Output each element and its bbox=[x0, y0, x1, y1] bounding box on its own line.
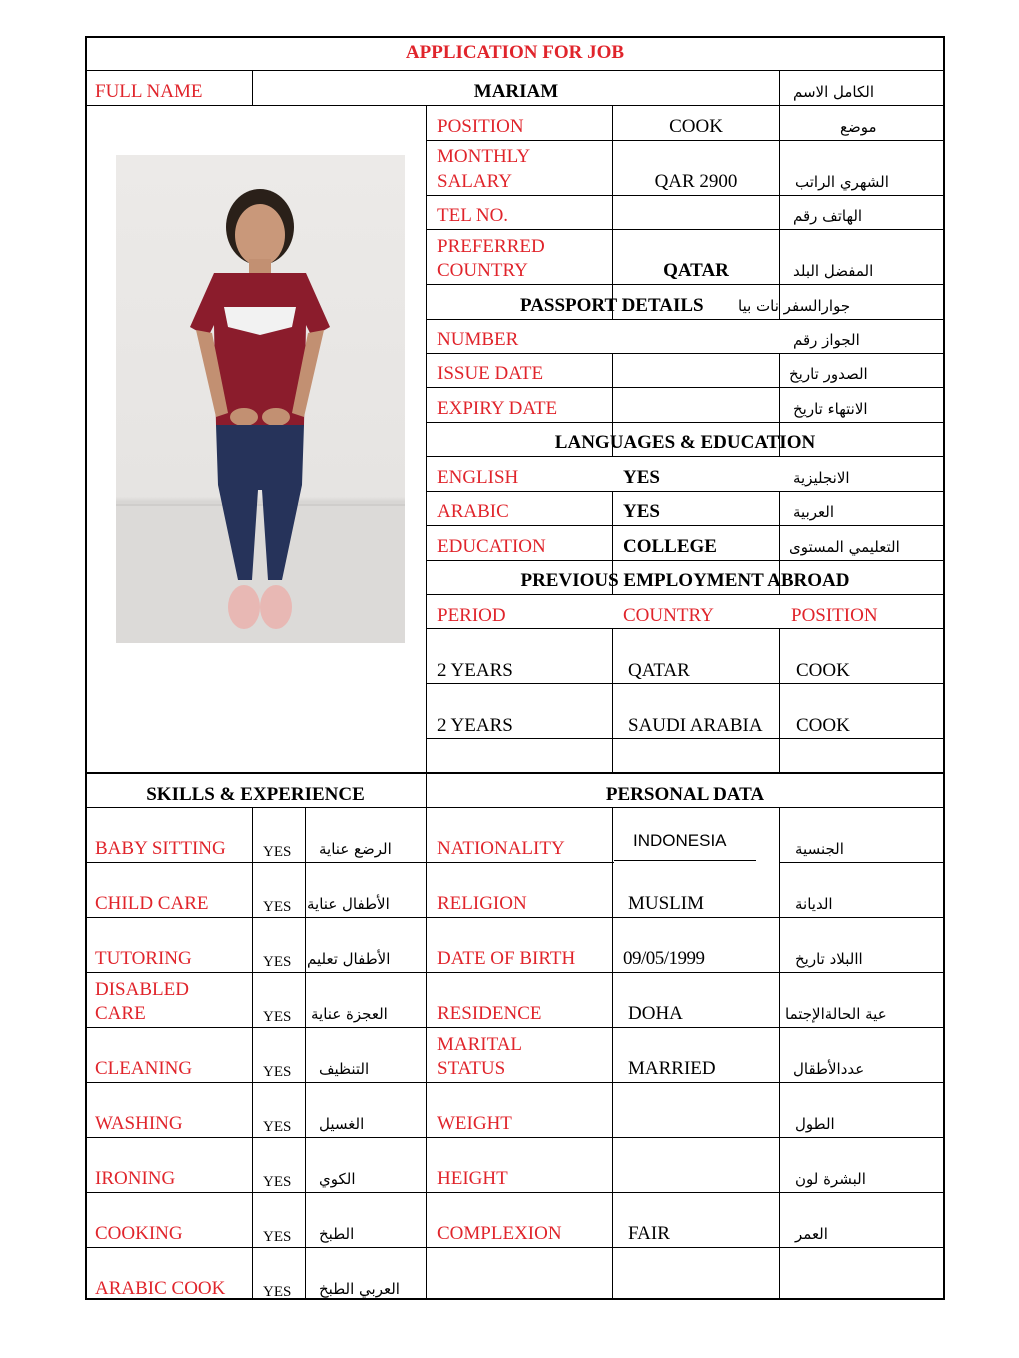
skill-tutoring-value: YES bbox=[263, 954, 292, 970]
skill-ironing-value: YES bbox=[263, 1174, 292, 1190]
languages-heading: LANGUAGES & EDUCATION bbox=[554, 432, 816, 453]
skill-ironing-arabic: الكوي bbox=[319, 1170, 356, 1188]
skill-disabled-care-label-line2: CARE bbox=[95, 1003, 146, 1024]
full-name-arabic: الكامل الاسم bbox=[793, 83, 875, 101]
arabic-value: YES bbox=[623, 501, 660, 522]
date-of-birth-value: 09/05/1999 bbox=[623, 948, 705, 969]
monthly-salary-arabic: الشهري الراتب bbox=[795, 173, 889, 191]
complexion-value: FAIR bbox=[628, 1223, 670, 1244]
skill-cooking-label: COOKING bbox=[95, 1223, 183, 1244]
skill-cooking-value: YES bbox=[263, 1229, 292, 1245]
personal-heading: PERSONAL DATA bbox=[605, 784, 765, 805]
job-application-form bbox=[85, 36, 945, 1300]
residence-label: RESIDENCE bbox=[437, 1003, 542, 1024]
skill-cooking-arabic: الطبخ bbox=[319, 1225, 355, 1243]
skill-washing-label: WASHING bbox=[95, 1113, 183, 1134]
employment-row-2-period: 2 YEARS bbox=[437, 715, 513, 736]
position-value: COOK bbox=[669, 116, 723, 137]
preferred-country-value: QATAR bbox=[663, 260, 729, 281]
skill-baby-sitting-value: YES bbox=[263, 844, 292, 860]
monthly-salary-label-line1: MONTHLY bbox=[437, 146, 531, 167]
skill-cleaning-arabic: التنظيف bbox=[319, 1060, 370, 1078]
skill-cleaning-label: CLEANING bbox=[95, 1058, 193, 1079]
skill-tutoring-arabic: الأطفال تعليم bbox=[307, 950, 391, 968]
tel-no-arabic: الهاتف رقم bbox=[793, 207, 863, 225]
english-label: ENGLISH bbox=[437, 467, 519, 488]
religion-value: MUSLIM bbox=[628, 893, 705, 914]
skills-heading: SKILLS & EXPERIENCE bbox=[146, 784, 365, 805]
expiry-date-arabic: الانتهاء تاريخ bbox=[793, 400, 868, 418]
applicant-photo bbox=[116, 155, 405, 643]
height-label: HEIGHT bbox=[437, 1168, 508, 1189]
passport-heading: PASSPORT DETAILS bbox=[520, 295, 704, 316]
form-title: APPLICATION FOR JOB bbox=[405, 42, 625, 63]
issue-date-label: ISSUE DATE bbox=[437, 363, 544, 384]
skill-arabic-cook-arabic: العربي الطبخ bbox=[319, 1280, 400, 1298]
religion-arabic: الديانة bbox=[795, 895, 833, 913]
employment-row-1-period: 2 YEARS bbox=[437, 660, 513, 681]
tel-no-label: TEL NO. bbox=[437, 205, 509, 226]
nationality-value: INDONESIA bbox=[633, 831, 727, 850]
employment-col-position: POSITION bbox=[791, 605, 878, 626]
marital-status-label-line1: MARITAL bbox=[437, 1034, 523, 1055]
skill-washing-arabic: الغسيل bbox=[319, 1115, 365, 1133]
height-arabic: البشرة لون bbox=[795, 1170, 866, 1188]
residence-arabic: عية الحالةالإجتما bbox=[785, 1005, 887, 1023]
english-arabic: الانجليزية bbox=[793, 469, 850, 487]
preferred-country-label-line2: COUNTRY bbox=[437, 260, 528, 281]
employment-col-country: COUNTRY bbox=[623, 605, 714, 626]
full-name-value: MARIAM bbox=[473, 81, 559, 102]
skill-tutoring-label: TUTORING bbox=[95, 948, 192, 969]
nationality-label: NATIONALITY bbox=[437, 838, 565, 859]
english-value: YES bbox=[623, 467, 660, 488]
passport-heading-arabic: جوارالسفر نات بيا bbox=[738, 297, 851, 315]
full-name-label: FULL NAME bbox=[95, 81, 203, 102]
skill-baby-sitting-label: BABY SITTING bbox=[95, 838, 226, 859]
skill-ironing-label: IRONING bbox=[95, 1168, 176, 1189]
employment-row-2-position: COOK bbox=[796, 715, 850, 736]
nationality-arabic: الجنسية bbox=[795, 840, 844, 858]
skill-cleaning-value: YES bbox=[263, 1064, 292, 1080]
passport-number-arabic: الجواز رقم bbox=[793, 331, 860, 349]
monthly-salary-label-line2: SALARY bbox=[437, 171, 512, 192]
employment-row-1-country: QATAR bbox=[628, 660, 690, 681]
complexion-label: COMPLEXION bbox=[437, 1223, 562, 1244]
arabic-label: ARABIC bbox=[437, 501, 509, 522]
issue-date-arabic: الصدور تاريخ bbox=[789, 365, 868, 383]
employment-row-2-country: SAUDI ARABIA bbox=[628, 715, 763, 736]
position-arabic: موضع bbox=[840, 118, 877, 136]
marital-status-arabic: عددالأطقال bbox=[793, 1060, 865, 1078]
complexion-arabic: العمر bbox=[795, 1225, 828, 1243]
skill-arabic-cook-label: ARABIC COOK bbox=[95, 1278, 226, 1299]
employment-heading: PREVIOUS EMPLOYMENT ABROAD bbox=[520, 570, 850, 591]
expiry-date-label: EXPIRY DATE bbox=[437, 398, 558, 419]
religion-label: RELIGION bbox=[437, 893, 527, 914]
marital-status-value: MARRIED bbox=[628, 1058, 716, 1079]
education-arabic: التعليمي المستوى bbox=[789, 538, 900, 556]
date-of-birth-label: DATE OF BIRTH bbox=[437, 948, 576, 969]
date-of-birth-arabic: االبلاد تاريخ bbox=[795, 950, 863, 968]
education-value: COLLEGE bbox=[623, 536, 717, 557]
skill-disabled-care-label-line1: DISABLED bbox=[95, 979, 189, 1000]
preferred-country-arabic: المفضل البلد bbox=[793, 262, 874, 280]
preferred-country-label-line1: PREFERRED bbox=[437, 236, 545, 257]
weight-arabic: الطول bbox=[795, 1115, 835, 1133]
skill-disabled-care-arabic: العجزة عناية bbox=[311, 1005, 388, 1023]
residence-value: DOHA bbox=[628, 1003, 683, 1024]
skill-arabic-cook-value: YES bbox=[263, 1284, 292, 1300]
employment-col-period: PERIOD bbox=[437, 605, 506, 626]
arabic-arabic: العربية bbox=[793, 503, 834, 521]
applicant-figure bbox=[116, 155, 405, 643]
position-label: POSITION bbox=[437, 116, 524, 137]
passport-number-label: NUMBER bbox=[437, 329, 519, 350]
monthly-salary-value: QAR 2900 bbox=[654, 171, 738, 192]
employment-row-1-position: COOK bbox=[796, 660, 850, 681]
skill-disabled-care-value: YES bbox=[263, 1009, 292, 1025]
marital-status-label-line2: STATUS bbox=[437, 1058, 506, 1079]
skill-child-care-label: CHILD CARE bbox=[95, 893, 209, 914]
skill-child-care-arabic: الأطفال عناية bbox=[307, 895, 390, 913]
skill-baby-sitting-arabic: الرضع عناية bbox=[319, 840, 392, 858]
education-label: EDUCATION bbox=[437, 536, 546, 557]
weight-label: WEIGHT bbox=[437, 1113, 512, 1134]
skill-washing-value: YES bbox=[263, 1119, 292, 1135]
skill-child-care-value: YES bbox=[263, 899, 292, 915]
